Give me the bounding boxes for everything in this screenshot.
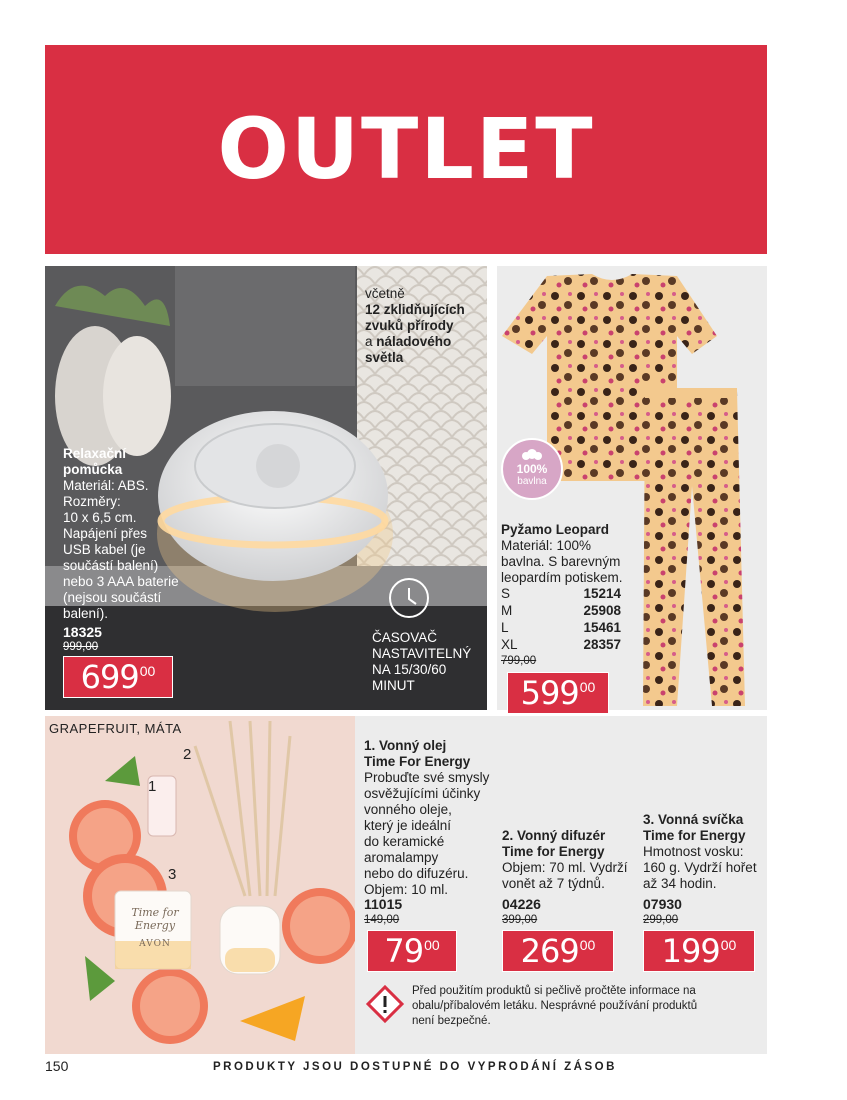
outlet-banner [45,45,767,254]
cotton-flower-icon [521,445,543,463]
candle-label: Time for Energy AVON [127,906,183,951]
relax-product-name: Relaxační pomůcka [63,446,127,477]
candle-old-price: 299,00 [643,914,679,926]
energy-products-image [45,716,355,1054]
availability-note: PRODUKTY JSOU DOSTUPNÉ DO VYPRODÁNÍ ZÁSOB [213,1061,617,1073]
oil-product-info: 1. Vonný olej Time For Energy Probuďte své smysly osvěžujícími účinky vonného oleje, který je ideální do keramické aromalampy nebo do difuzéru. Objem: 10 ml. [364,738,490,897]
pajama-size-list [501,586,621,654]
pajama-price-tag: 599 00 [507,672,609,714]
oil-old-price: 149,00 [364,914,400,926]
diffuser-old-price: 399,00 [502,914,538,926]
oil-product-code: 11015 [364,896,403,912]
candle-product-info: 3. Vonná svíčka Time for Energy Hmotnost vosku: 160 g. Vydrží hořet až 34 hodin. [643,812,757,891]
diffuser-product-info: 2. Vonný difuzér Time for Energy Objem: 70 ml. Vydrží vonět až 7 týdnů. [502,828,628,891]
oil-price-tag: 79 00 [367,930,457,972]
banner-title: OUTLET [217,100,595,198]
relax-product-description: Materiál: ABS. Rozměry: 10 x 6,5 cm. Napájení přes USB kabel (je součástí balení) nebo 3 AAA baterie (nejsou součástí balení). [63,478,179,621]
scent-label: GRAPEFRUIT, MÁTA [49,721,182,736]
pajama-product-panel [497,266,767,710]
energy-products-panel [45,716,767,1054]
size-row: S 15214 [501,586,621,601]
brand-logo: AVON [139,939,171,949]
pajama-product-description: Materiál: 100% bavlna. S barevným leopardím potiskem. [501,538,623,585]
timer-icon [387,576,431,620]
diffuser-price-tag: 269 00 [502,930,614,972]
hazard-warning-icon [365,984,405,1024]
product-marker-1: 1 [148,778,157,795]
pajama-old-price: 799,00 [501,655,537,667]
relax-product-code: 18325 [63,624,102,640]
candle-price-tag: 199 00 [643,930,755,972]
product-marker-3: 3 [168,866,177,883]
pajama-product-name: Pyžamo Leopard [501,522,610,537]
relax-old-price: 999,00 [63,641,99,653]
cotton-badge: 100% bavlna [501,438,563,500]
page-number: 150 [45,1058,69,1074]
size-row: L 15461 [501,620,621,635]
timer-label: ČASOVAČ NASTAVITELNÝ NA 15/30/60 MINUT [372,630,472,693]
safety-warning-text: Před použitím produktů si pečlivě pročtěte informace na obalu/příbalovém letáku. Nesprávné používání produktů není bezpečné. [412,985,698,1027]
size-row: M 25908 [501,603,621,618]
relax-price-tag: 699 00 [63,656,173,698]
size-row: XL 28357 [501,637,621,652]
product-marker-2: 2 [183,746,192,763]
relax-feature-callout: včetně 12 zklidňujících zvuků přírody a náladového světla [365,286,465,365]
relax-product-panel [45,266,487,710]
diffuser-product-code: 04226 [502,896,541,912]
candle-product-code: 07930 [643,896,682,912]
